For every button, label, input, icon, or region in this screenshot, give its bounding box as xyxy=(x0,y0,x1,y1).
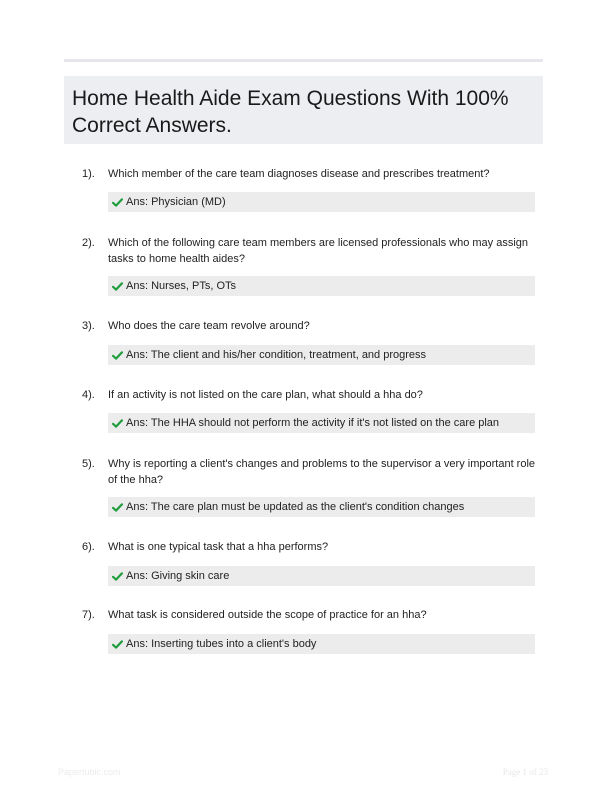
question-number: 4). xyxy=(82,389,95,401)
question-text: Why is reporting a client's changes and problems to the supervisor a very important role of the hha? xyxy=(108,458,536,486)
answer-text: Ans: Physician (MD) xyxy=(126,196,226,208)
answer-box xyxy=(108,345,535,365)
question-text: Which member of the care team diagnoses disease and prescribes treatment? xyxy=(108,168,490,180)
question-number: 2). xyxy=(82,237,95,249)
check-icon xyxy=(112,502,123,513)
answer-text: Ans: The care plan must be updated as the client's condition changes xyxy=(126,501,465,513)
answer-text: Ans: Inserting tubes into a client's body xyxy=(126,638,317,650)
question-text: What is one typical task that a hha performs? xyxy=(108,541,329,553)
question-number: 1). xyxy=(82,168,95,180)
question-number: 5). xyxy=(82,458,95,470)
check-icon xyxy=(112,350,123,361)
answer-box xyxy=(108,566,535,586)
question-number: 7). xyxy=(82,609,95,621)
check-icon xyxy=(112,639,123,650)
answer-box xyxy=(108,413,535,433)
answer-box xyxy=(108,497,535,517)
question-text: If an activity is not listed on the care plan, what should a hha do? xyxy=(108,389,423,401)
page-number: Page 1 of 23 xyxy=(502,767,548,777)
question-number: 6). xyxy=(82,541,95,553)
title-banner xyxy=(64,76,543,144)
check-icon xyxy=(112,571,123,582)
question-text: What task is considered outside the scope of practice for an hha? xyxy=(108,609,427,621)
answer-text: Ans: The client and his/her condition, treatment, and progress xyxy=(126,349,427,361)
question-text: Which of the following care team members are licensed professionals who may assign tasks to home health aides? xyxy=(108,237,529,265)
answer-text: Ans: The HHA should not perform the activity if it's not listed on the care plan xyxy=(126,417,500,429)
check-icon xyxy=(112,281,123,292)
answer-box xyxy=(108,634,535,654)
question-text: Who does the care team revolve around? xyxy=(108,320,310,332)
answer-box xyxy=(108,192,535,212)
answer-text: Ans: Nurses, PTs, OTs xyxy=(126,280,237,292)
top-divider xyxy=(64,59,543,62)
footer-watermark: Papertubic.com xyxy=(58,767,121,777)
question-number: 3). xyxy=(82,320,95,332)
document-title: Home Health Aide Exam Questions With 100% Correct Answers. xyxy=(72,87,509,137)
check-icon xyxy=(112,418,123,429)
answer-text: Ans: Giving skin care xyxy=(126,570,230,582)
check-icon xyxy=(112,197,123,208)
answer-box xyxy=(108,276,535,296)
